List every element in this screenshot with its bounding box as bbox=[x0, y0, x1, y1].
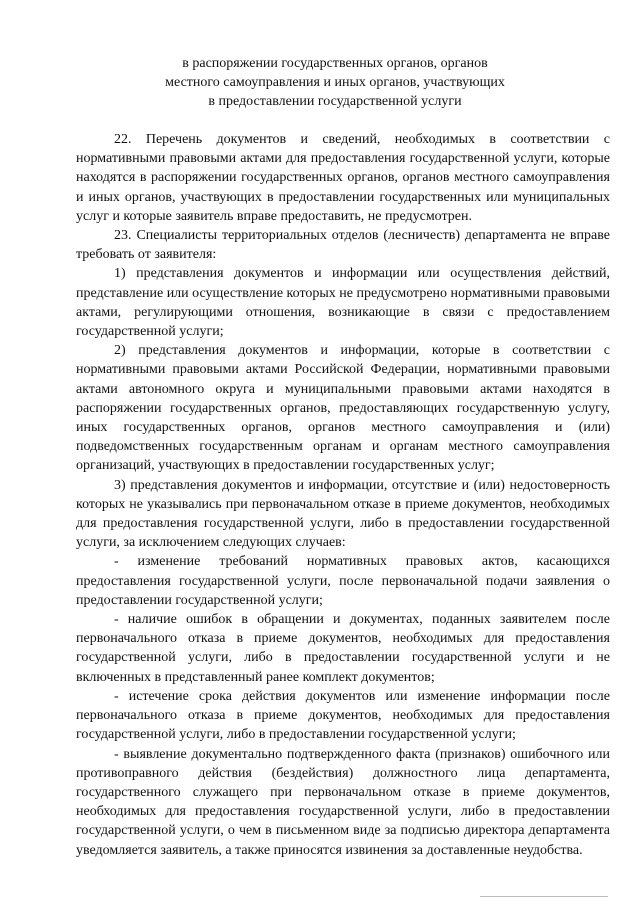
heading-line: в предоставлении государственной услуги bbox=[208, 94, 462, 109]
bottom-divider bbox=[480, 896, 608, 897]
paragraph-23: 23. Специалисты территориальных отделов (лесничеств) департамента не вправе требовать от заявителя: bbox=[76, 228, 610, 263]
exception-item-4: - выявление документально подтвержденного факта (признаков) ошибочного или противоправного действия (бездействия) должностного лица департамента, государственного служащего при первоначальном отказе в приеме документов, необходимых для предоставления государственной услуги, либо в предоставлении государственной услуги, о чем в письменном виде за подписью директора департамента уведомляется заявитель, а также приносятся извинения за доставленные неудобства. bbox=[76, 746, 610, 858]
exception-item-3: - истечение срока действия документов или изменение информации после первоначального отказа в приеме документов, необходимых для предоставления государственной услуги, либо в предоставлении государственной услуги; bbox=[76, 688, 610, 743]
heading-line: местного самоуправления и иных органов, участвующих bbox=[165, 75, 505, 90]
heading-line: в распоряжении государственных органов, органов bbox=[182, 56, 488, 71]
document-body bbox=[76, 130, 610, 860]
exception-item-2: - наличие ошибок в обращении и документах, поданных заявителем после первоначального отказа в приеме документов, необходимых для предоставления государственной услуги, либо в предоставлении государственной услуги и не включенных в представленный ранее комплект документов; bbox=[76, 612, 610, 685]
paragraph-22: 22. Перечень документов и сведений, необходимых в соответствии с нормативными правовыми актами для предоставления государственной услуги, которые находятся в распоряжении государственных органов, органов местного самоуправления и иных органов, участвующих в предоставлении государственных или муниципальных услуг и которые заявитель вправе предоставить, не предусмотрен. bbox=[76, 132, 610, 224]
section-heading bbox=[60, 54, 610, 111]
exception-item-1: - изменение требований нормативных правовых актов, касающихся предоставления государственной услуги, после первоначальной подачи заявления о предоставлении государственной услуги; bbox=[76, 554, 610, 608]
paragraph-23-item-2: 2) представления документов и информации, которые в соответствии с нормативными правовыми актами Российской Федерации, нормативными правовыми актами автономного округа и муниципальными правовыми актами находятся в распоряжении государственных органов, предоставляющих государственную услугу, иных государственных органов, органов местного самоуправления и (или) подведомственных государственным органам и органам местного самоуправления организаций, участвующих в предоставлении государственных услуг; bbox=[76, 343, 610, 474]
paragraph-23-item-1: 1) представления документов и информации или осуществления действий, представление или осуществление которых не предусмотрено нормативными правовыми актами, регулирующими отношения, возникающие в связи с предоставлением государственной услуги; bbox=[76, 266, 610, 340]
paragraph-23-item-3: 3) представления документов и информации, отсутствие и (или) недостоверность которых не указывались при первоначальном отказе в приеме документов, необходимых для предоставления государственной услуги, либо в предоставлении государственной услуги, за исключением следующих случаев: bbox=[76, 477, 610, 551]
